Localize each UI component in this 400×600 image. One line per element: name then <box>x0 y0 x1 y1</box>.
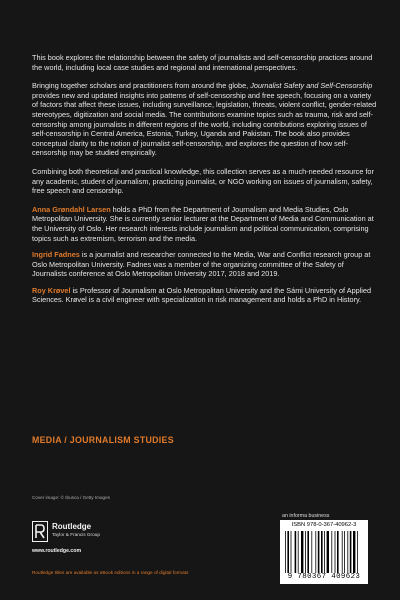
barcode-icon <box>284 531 364 573</box>
publisher-group: Taylor & Francis Group <box>52 532 100 537</box>
intro-paragraph: This book explores the relationship between the safety of journalists and self-censorship practices around the world, including local case studies and regional and international perspectives. <box>32 53 373 72</box>
informa-label: an informa business <box>282 513 330 519</box>
audience-paragraph: Combining both theoretical and practical knowledge, this collection serves as a much-needed resource for any academic, student of journalism, practicing journalist, or NGO working on issues of journalism, safety, free speech and censorship. <box>32 166 374 196</box>
description-lead: Bringing together scholars and practitioners from around the globe, <box>32 81 251 91</box>
publisher-url: www.routledge.com <box>32 548 82 554</box>
author-bio-2 <box>32 250 377 279</box>
author-bio-text-3: is Professor of Journalism at Oslo Metropolitan University and the Sámi University of Applied Sciences. Krøvel is a civil engineer with specialization in risk management and holds a PhD in History. <box>32 285 372 305</box>
author-bio-1 <box>32 205 377 243</box>
author-bio-3 <box>32 286 377 305</box>
author-name-3: Roy Krøvel <box>32 285 71 295</box>
description-body: provides new and updated insights into patterns of self-censorship and free speech, focusing on a variety of factors that affect these issues, including surveillance, legislation, threats, violent conflict, gender-related stereotypes, digitization and social media. The contributions examine topics such as trauma, risk and self-censorship among journalists in different regions of the world, including contributions exploring issues of self-censorship in Central America, Estonia, Turkey, Uganda and Pakistan. The book also provides conceptual clarity to the notion of journalist self-censorship, and explores the question of how self-censorship may be studied empirically. <box>32 90 377 158</box>
author-bio-text-2: is a journalist and researcher connected to the Media, War and Conflict research group at Oslo Metropolitan University. Fadnes was a member of the organizing committee of the Safety of Journalists conference at Oslo Metropolitan University 2017, 2018 and 2019. <box>32 250 371 279</box>
barcode-panel <box>280 520 368 584</box>
back-cover-text <box>32 53 377 312</box>
routledge-logo-icon <box>32 521 48 542</box>
subject-category: MEDIA / JOURNALISM STUDIES <box>32 435 174 445</box>
isbn-text: ISBN 978-0-367-40962-3 <box>291 522 357 528</box>
ebook-note: Routledge titles are available as eBook editions in a range of digital formats <box>32 570 189 575</box>
description-paragraph <box>32 81 377 158</box>
publisher-block <box>32 521 182 555</box>
author-name-1: Anna Grøndahl Larsen <box>32 204 111 214</box>
book-title-inline: Journalist Safety and Self-Censorship <box>250 81 373 91</box>
publisher-name: Routledge <box>52 522 92 531</box>
author-bio-text-1: holds a PhD from the Department of Journalism and Media Studies, Oslo Metropolitan University. She is currently senior lecturer at the Department of Media and Communication at the University of Oslo. Her research interests include journalism and political communication, comprising topics such as extremism, terrorism and the media. <box>32 204 374 243</box>
cover-image-credit: Cover image: © Ibusca / Getty Images <box>32 495 110 500</box>
author-name-2: Ingrid Fadnes <box>32 250 80 260</box>
barcode-digits: 9 780367 409623 <box>287 573 361 581</box>
